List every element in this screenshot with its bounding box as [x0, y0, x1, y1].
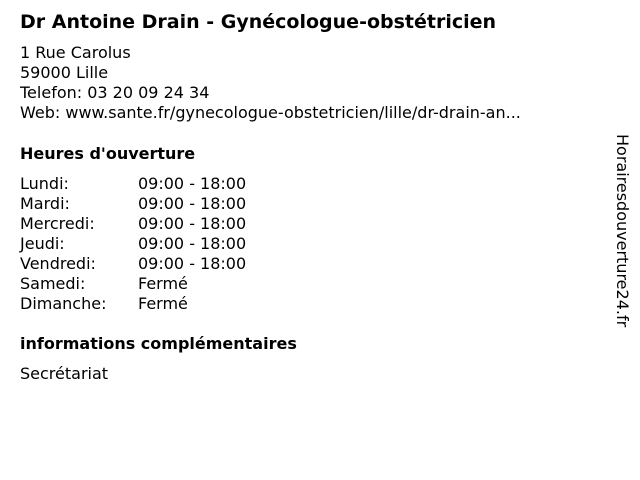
- street-address: 1 Rue Carolus: [20, 43, 131, 62]
- site-watermark: Horairesdouverture24.fr: [613, 134, 632, 328]
- phone-number: Telefon: 03 20 09 24 34: [20, 83, 210, 102]
- address-block: [20, 43, 521, 123]
- hours-time: 09:00 - 18:00: [138, 214, 247, 233]
- page-title: Dr Antoine Drain - Gynécologue-obstétricien: [20, 11, 497, 33]
- hours-time: 09:00 - 18:00: [138, 234, 247, 253]
- hours-day: Mercredi:: [20, 214, 95, 233]
- website-url: Web: www.sante.fr/gynecologue-obstetricien/lille/dr-drain-an...: [20, 103, 521, 122]
- hours-time: 09:00 - 18:00: [138, 174, 247, 193]
- hours-day: Vendredi:: [20, 254, 96, 273]
- hours-time: 09:00 - 18:00: [138, 254, 247, 273]
- hours-time: Fermé: [138, 294, 188, 313]
- hours-time: 09:00 - 18:00: [138, 194, 247, 213]
- hours-day: Lundi:: [20, 174, 69, 193]
- info-text: Secrétariat: [20, 364, 109, 383]
- city-address: 59000 Lille: [20, 63, 109, 82]
- hours-day: Dimanche:: [20, 294, 107, 313]
- hours-day: Mardi:: [20, 194, 70, 213]
- hours-time: Fermé: [138, 274, 188, 293]
- hours-day: Samedi:: [20, 274, 86, 293]
- hours-day: Jeudi:: [20, 234, 65, 253]
- hours-heading: Heures d'ouverture: [20, 144, 196, 163]
- info-heading: informations complémentaires: [20, 334, 297, 353]
